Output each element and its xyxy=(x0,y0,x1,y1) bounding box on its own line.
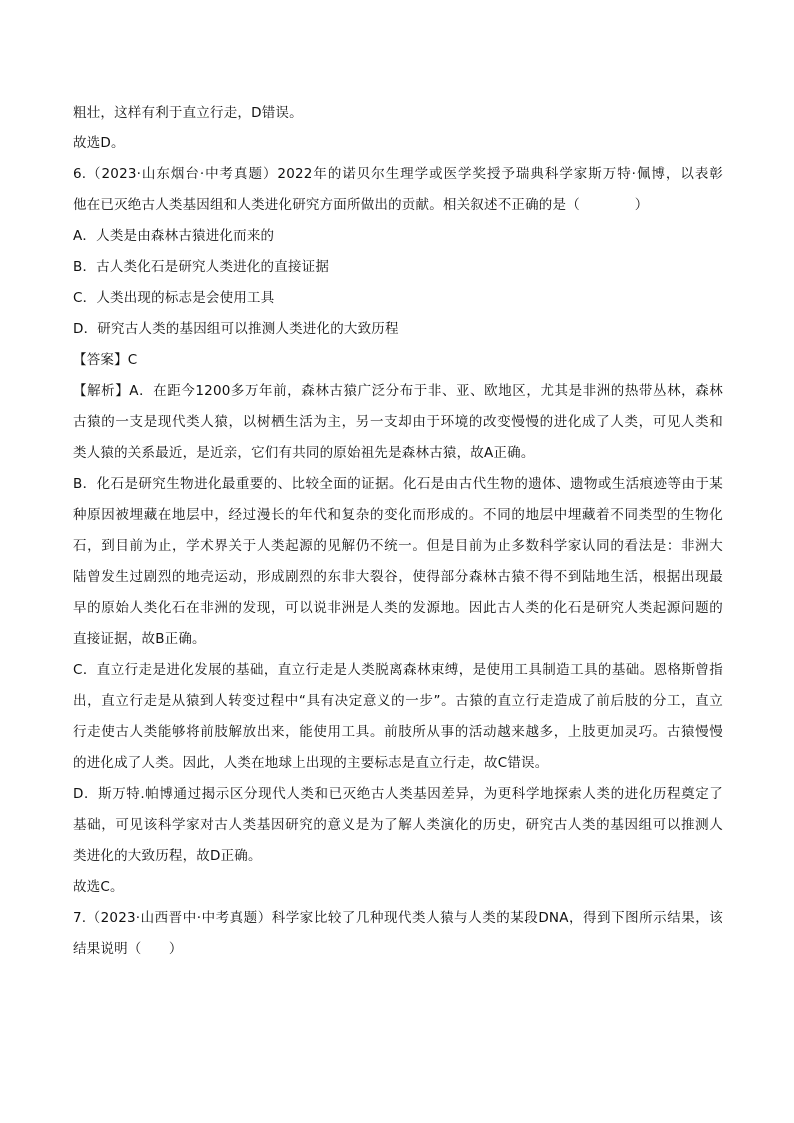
analysis-line: 直接证据，故B正确。 xyxy=(73,631,206,647)
analysis-line: 类人猿的关系最近，是近亲，它们有共同的原始祖先是森林古猿，故A正确。 xyxy=(73,445,535,461)
analysis-line: 基础，可见该科学家对古人类基因研究的意义是为了解人类演化的历史，研究古人类的基因组可以推测人 xyxy=(73,817,723,833)
analysis-line: 古猿的一支是现代类人猿，以树栖生活为主，另一支却由于环境的改变慢慢的进化成了人类，可见人类和 xyxy=(73,414,723,430)
text-line: 故选D。 xyxy=(73,135,125,151)
analysis-line: 陆曾发生过剧烈的地壳运动，形成剧烈的东非大裂谷，使得部分森林古猿不得不到陆地生活，根据出现最 xyxy=(73,569,723,585)
analysis-line: 种原因被埋藏在地层中，经过漫长的年代和复杂的变化而形成的。不同的地层中埋藏着不同类型的生物化 xyxy=(73,507,723,523)
question-7-stem: 7.（2023·山西晋中·中考真题）科学家比较了几种现代类人猿与人类的某段DNA，得到下图所示结果，该 xyxy=(73,910,723,926)
text-line: 粗壮，这样有利于直立行走，D错误。 xyxy=(73,105,303,121)
question-6-stem: 6.（2023·山东烟台·中考真题）2022年的诺贝尔生理学或医学奖授予瑞典科学家斯万特·佩博，以表彰 xyxy=(73,166,723,182)
question-7-stem-cont: 结果说明（ ） xyxy=(73,941,183,957)
question-6-stem-cont: 他在已灭绝古人类基因组和人类进化研究方面所做出的贡献。相关叙述不正确的是（ ） xyxy=(73,197,649,213)
analysis-line: 的进化成了人类。因此，人类在地球上出现的主要标志是直立行走，故C错误。 xyxy=(73,755,549,771)
analysis-line: 早的原始人类化石在非洲的发现，可以说非洲是人类的发源地。因此古人类的化石是研究人类起源问题的 xyxy=(73,600,723,616)
analysis-line: 【解析】A．在距今1200多万年前，森林古猿广泛分布于非、亚、欧地区，尤其是非洲的热带丛林，森林 xyxy=(73,383,723,399)
analysis-line: 石，到目前为止，学术界关于人类起源的见解仍不统一。但是目前为止多数科学家认同的看法是：非洲大 xyxy=(73,538,723,554)
analysis-line: 出，直立行走是从猿到人转变过程中“具有决定意义的一步”。古猿的直立行走造成了前后肢的分工，直立 xyxy=(73,693,723,709)
answer-label: 【答案】C xyxy=(73,352,138,368)
analysis-line: 类进化的大致历程，故D正确。 xyxy=(73,848,262,864)
option-b: B．古人类化石是研究人类进化的直接证据 xyxy=(73,259,330,275)
analysis-line: D．斯万特.帕博通过揭示区分现代人类和已灭绝古人类基因差异，为更科学地探索人类的进化历程奠定了 xyxy=(73,786,723,802)
analysis-line: 行走使古人类能够将前肢解放出来，能使用工具。前肢所从事的活动越来越多，上肢更加灵巧。古猿慢慢 xyxy=(73,724,723,740)
option-d: D．研究古人类的基因组可以推测人类进化的大致历程 xyxy=(73,321,399,337)
option-a: A．人类是由森林古猿进化而来的 xyxy=(73,228,275,244)
conclusion-line: 故选C。 xyxy=(73,879,124,895)
analysis-line: C．直立行走是进化发展的基础，直立行走是人类脱离森林束缚，是使用工具制造工具的基础。恩格斯曾指 xyxy=(73,662,723,678)
analysis-line: B．化石是研究生物进化最重要的、比较全面的证据。化石是由古代生物的遗体、遗物或生活痕迹等由于某 xyxy=(73,476,723,492)
option-c: C．人类出现的标志是会使用工具 xyxy=(73,290,275,306)
